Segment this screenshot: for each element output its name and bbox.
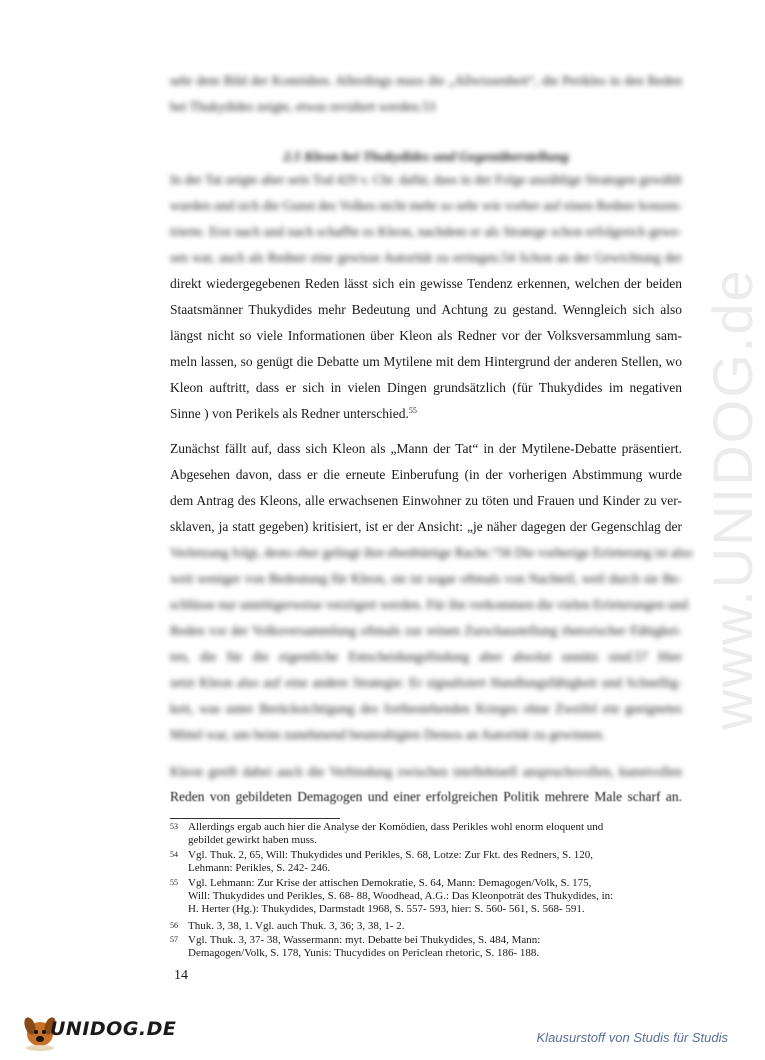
footnote-number: 55 [170, 878, 178, 887]
body-text-line: Zunächst fällt auf, dass sich Kleon als „Mann der Tat“ in der Mytilene-Debatte präsentiert. [170, 441, 682, 456]
body-text-line: Reden von gebildeten Demagogen und einer erfolgreichen Politik mehrere Male scharf an. [170, 789, 682, 804]
body-text-line: Staatsmänner Thukydides mehr Bedeutung und Achtung zu gestand. Wenngleich sich also [170, 302, 682, 317]
blurred-text-line: ten, die für die eigentliche Entscheidungsfindung aber absolut unnütz sind.57 Hier [170, 649, 682, 664]
footnote-text: Thuk. 3, 38, 1. Vgl. auch Thuk. 3, 36; 3, 38, 1- 2. [188, 920, 405, 932]
blurred-text-line: trierte. Erst nach und nach schaffte es Kleon, nachdem er als Stratege schon erfolgreich gewe- [170, 224, 682, 239]
body-text-line: längst nicht so viele Informationen über Kleon als Redner vor der Volksversammlung sam- [170, 328, 682, 343]
blurred-text-line: Mittel war, um beim zunehmend beunruhigten Demos an Autorität zu gewinnen. [170, 727, 606, 742]
body-text-line: direkt wiedergegebenen Reden lässt sich ein gewisse Tendenz erkennen, welchen der beiden [170, 276, 682, 291]
blurred-text-line: Verletzung folgt, desto eher gelingt ihre ebenbürtige Rache.“56 Die vorherige Erörterung ist also [170, 545, 693, 560]
body-text-line: dem Antrag des Kleons, alle erwachsenen Einwohner zu töten und Frauen und Kinder zu ver- [170, 493, 682, 508]
footnote-text: Vgl. Thuk. 3, 37- 38, Wassermann: myt. Debatte bei Thukydides, S. 484, Mann: Demagogen/Volk, S. 178, Yunis: Thucydides on Periclean rhetoric, S. 186- 188. [188, 934, 541, 959]
section-heading: 2.5 Kleon bei Thukydides und Gegenüberstellung [283, 150, 569, 165]
body-text: Sinne ) von Perikels als Redner unterschied. [170, 406, 409, 421]
footnote-text: Allerdings ergab auch hier die Analyse der Komödien, dass Perikles wohl enorm eloquent und gebildet gewirkt haben muss. [188, 821, 604, 846]
footnote-number: 53 [170, 822, 178, 831]
blurred-text-line: sehr dem Bild der Komödien. Allerdings muss die „Allwissenheit“, die Perikles in den Reden [170, 73, 682, 88]
body-text-line: sklaven, ja statt gegeben) kritisiert, ist er der Ansicht: „je näher dagegen der Gegenschlag der [170, 519, 682, 534]
footnote-number: 56 [170, 921, 178, 930]
blurred-text-line: weit weniger von Bedeutung für Kleon, sie ist sogar oftmals von Nachteil, weil durch sie Be- [170, 571, 682, 586]
blurred-text-line: bei Thukydides zeigte, etwas revidiert werden.53 [170, 99, 436, 114]
logo-wordmark[interactable]: UNIDOG.DE [50, 1018, 177, 1040]
body-text-line: Abgesehen davon, dass er die erneute Einberufung (in der vorherigen Abstimmung wurde [170, 467, 682, 482]
footnote-text: Vgl. Thuk. 2, 65, Will: Thukydides und Perikles, S. 68, Lotze: Zur Fkt. des Redners, S. 120, Lehmann: Perikles, S. 242- 246. [188, 849, 594, 874]
footnote-text: Vgl. Lehmann: Zur Krise der attischen Demokratie, S. 64, Mann: Demagogen/Volk, S. 175, Will: Thukydides und Perikles, S. 68- 88, Woodhead, A.G.: Das Kleonpoträt des Thukydides, in: H. Herter (Hg.): Thukydides, Darmstadt 1968, S. 557- 593, hier: S. 560- 561, S. 568- 591. [188, 877, 614, 915]
blurred-text-line: Reden vor der Volksversammlung oftmals zur reinen Zurschaustellung rhetorischer Fähigkei- [170, 623, 682, 638]
blurred-text-line: keit, was unter Berücksichtigung des fortbestehenden Krieges ohne Zweifel ein geeignetes [170, 701, 682, 716]
blurred-text-line: setzt Kleon also auf eine andere Strategie: Er signalisiert Handlungsfähigkeit und Schnellig- [170, 675, 682, 690]
blurred-text-line: sen war, auch als Redner eine gewisse Autorität zu erringen.54 Schon an der Gewichtung der [170, 250, 682, 265]
footnote-number: 54 [170, 850, 178, 859]
blurred-text-line: In der Tat zeigte aber sein Tod 429 v. Chr. dafür, dass in der Folge unzählige Strategen gewählt [170, 172, 683, 187]
page-number: 14 [174, 968, 188, 983]
site-watermark: www.UNIDOG.de [701, 268, 764, 730]
body-text-line: Kleon auftritt, dass er sich in vielen Dingen grundsätzlich (für Thukydides im negativen [170, 380, 682, 395]
blurred-text-line: Kleon greift dabei auch die Verbindung zwischen intellektuell anspruchsvollen, kunstvollen [170, 764, 682, 779]
footnote-separator [170, 818, 340, 819]
blurred-text-line: wurden und sich die Gunst des Volkes nicht mehr so sehr wie vorher auf einen Redner konzen- [170, 198, 683, 213]
blurred-text-line: schlüsse nur unnötigerweise verzögert werden. Für ihn verkommen die vielen Erörterungen und [170, 597, 689, 612]
footnote-ref: 55 [408, 406, 417, 415]
body-text-line [170, 407, 682, 421]
body-text-line: meln lassen, so genügt die Debatte um Mytilene mit dem Hintergrund der anderen Stellen, wo [170, 354, 682, 369]
footnote-number: 57 [170, 935, 178, 944]
footer-tagline: Klausurstoff von Studis für Studis [536, 1030, 728, 1045]
